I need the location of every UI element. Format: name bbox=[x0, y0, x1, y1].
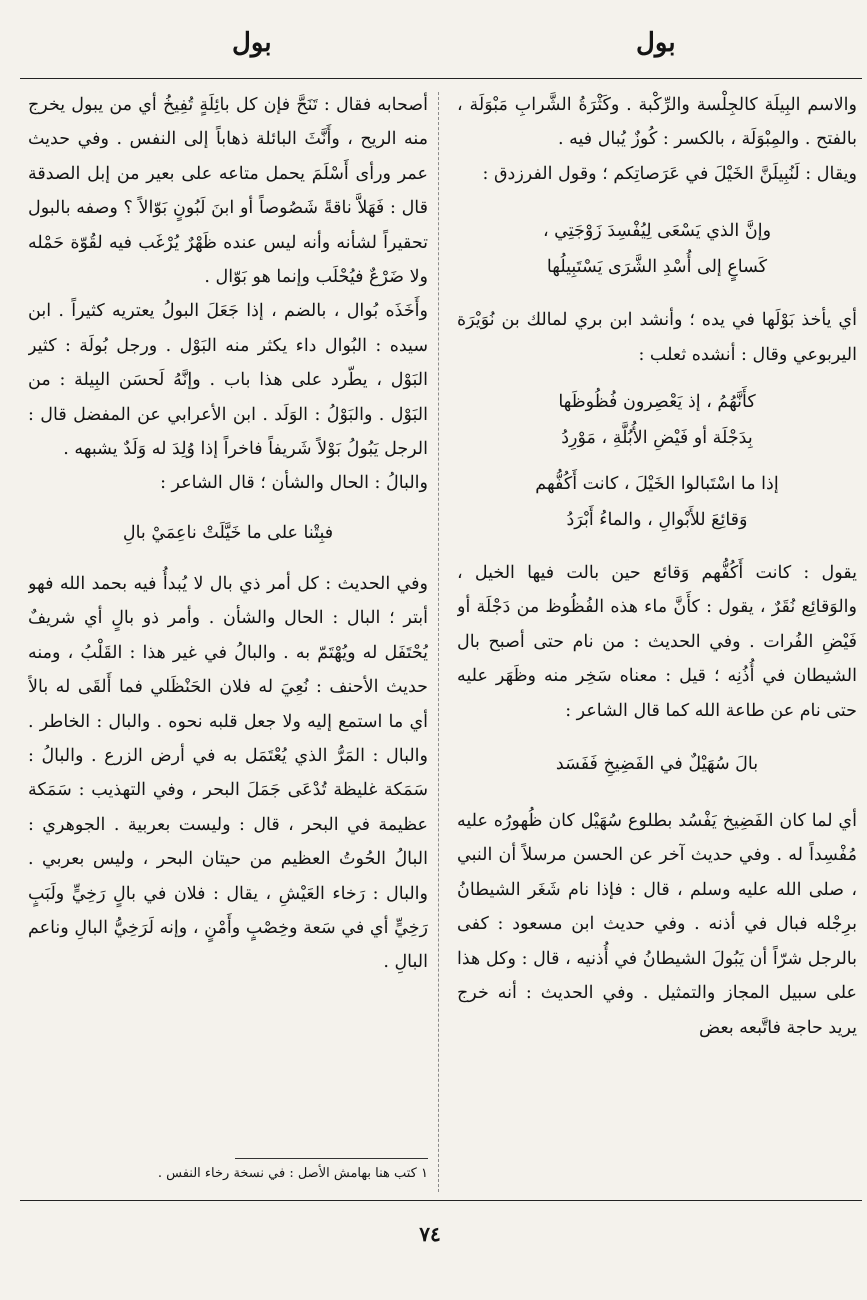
paragraph: أي يأخذ بَوْلَها في يده ؛ وأنشد ابن بري لمالك بن نُوَيْرَة اليربوعي وقال : أنشده ثعلب : bbox=[457, 310, 857, 365]
left-column bbox=[28, 88, 428, 1148]
verse-line: فبِتْنا على ما خَيَّلَتْ ناعِمَيْ بالِ bbox=[122, 522, 334, 543]
paragraph: أي لما كان الفَضِيخ يَفْسُد بطلوع سُهَيْل كان ظُهورُه عليه مُفْسِداً له . وفي حديث آخر عن الحسن مرسلاً أن النبي ، صلى الله عليه وسلم ، قال : فإذا نام شَغَر الشيطانُ برِجْله فبال في أذنه . وفي حديث ابن مسعود : كفى بالرجل شرّاً أن يَبُولَ الشيطانُ في أُذنيه ، قال : وكل هذا على سبيل المجاز والتمثيل . وفي الحديث : أنه خرج يريد حاجة فاتَّبعه بعض bbox=[457, 811, 857, 1038]
verse-line: كأَنَّهُمُ ، إذ يَعْصِرون فُظُوظَها bbox=[558, 392, 756, 413]
verse-line: بِدَجْلَة أو فَيْضِ الأُبُلَّةِ ، مَوْرِدُ bbox=[561, 428, 753, 449]
page-number: ٧٤ bbox=[419, 1222, 441, 1246]
paragraph: وفي الحديث : كل أمر ذي بال لا يُبدأُ فيه بحمد الله فهو أبتر ؛ البال : الحال والشأن . وأمر ذو بالٍ أي شريفٌ يُحْتَفَل له ويُهْتَمّ به . والبالُ في غير هذا : القَلْبُ ، ومنه حديث الأحنف : نُعِيَ له فلان الحَنْظَلي فما أَلقَى له بالاً أي ما استمع إليه ولا جعل قلبه نحوه . والبال : الخاطر . والبال : المَرُّ الذي يُعْتَمَل به في أرض الزرع . والبالُ : سَمَكة غليظة تُدْعَى جَمَلَ البحر ، وفي التهذيب : سَمَكة عظيمة في البحر ، قال : وليست بعربية . الجوهري : البالُ الحُوتُ العظيم من حيتان البحر ، وليس بعربي . والبال : رَخاء العَيْشِ ، يقال : فلان في بالٍ رَخِيٍّ ولَبَبٍ رَخِيٍّ أي في سَعة وخِصْبٍ وأَمْنٍ ، وإنه لَرَخِيُّ البالِ وناعم البالِ . bbox=[28, 573, 428, 973]
verse-line: وَقائِعَ للأَبْوالِ ، والماءُ أَبْرَدُ bbox=[566, 510, 748, 531]
paragraph: وأَخَذَه بُوال ، بالضم ، إذا جَعَلَ البولُ يعتريه كثيراً . ابن سيده : البُوال داء يكثر منه البَوْل . ورجل بُولَة : كثير البَوْل ، يطّرد على هذا باب . وإنَّهُ لَحسَن البِيلة : من البَوْل . والبَوْلُ : الوَلَد . ابن الأعرابي عن المفضل قال : الرجل يَبُولُ بَوْلاً شَريفاً فاخراً إذا وُلِدَ له وَلَدٌ يشبهه . bbox=[28, 301, 428, 460]
verse bbox=[457, 213, 857, 285]
running-header-left: بول bbox=[232, 28, 272, 58]
verse bbox=[457, 746, 857, 782]
paragraph: والبالُ : الحال والشأن ؛ قال الشاعر : bbox=[160, 473, 428, 494]
verse bbox=[28, 515, 428, 551]
paragraph: والاسم البِيلَة كالجِلْسة والرِّكْبة . وكَثْرَةُ الشَّرابِ مَبْوَلَة ، بالفتح . والمِبْوَلَة ، بالكسر : كُوزٌ يُبال فيه . bbox=[457, 95, 857, 150]
verse-line: إذا ما اسْتَبالوا الخَيْلَ ، كانت أَكُفُّهم bbox=[535, 474, 779, 495]
footer-rule bbox=[20, 1200, 862, 1201]
paragraph: ويقال : لَنُبِيلَنَّ الخَيْلَ في عَرَصاتِكم ؛ وقول الفرزدق : bbox=[482, 163, 857, 184]
header-rule bbox=[20, 78, 862, 79]
right-column bbox=[457, 88, 857, 1198]
verse-line: كَساعٍ إلى أُسْدِ الشَّرَى يَسْتَبِيلُها bbox=[546, 257, 768, 278]
paragraph: أصحابه فقال : تَنَحَّ فإن كل بائِلَةٍ تُفِيخُ أي من يبول يخرج منه الريح ، وأَنَّثَ البائلة ذهاباً إلى النفس . وفي حديث عمر ورأى أَسْلَمَ يحمل متاعه على بعير من إبل الصدقة قال : فَهَلاَّ ناقةً شَصُوصاً أو ابنَ لَبُونٍ بَوّالاً ؟ وصفه بالبول تحقيراً لشأنه وأنه ليس عنده ظَهْرٌ يُرْغَب فيه لقُوّة حَمْله ولا ضَرْعٌ فيُحْلَب وإنما هو بَوّال . bbox=[28, 95, 428, 288]
footnote: ١ كتب هنا بهامش الأصل : في نسخة رخاء النفس . bbox=[157, 1166, 428, 1181]
footnote-rule bbox=[235, 1158, 428, 1159]
verse bbox=[457, 384, 857, 538]
paragraph: يقول : كانت أَكُفُّهم وَقائع حين بالت فيها الخيل ، والوَقائِع نُقَرٌ ، يقول : كأَنَّ ماء هذه الفُظُوظ من دَجْلَة أو فَيْضِ الفُرات . وفي الحديث : من نام حتى أصبح بال الشيطان في أُذُنِه ؛ قيل : معناه سَخِر منه وظَهَر عليه حتى نام عن طاعة الله كما قال الشاعر : bbox=[457, 563, 857, 721]
verse-line: وإنَّ الذي يَسْعَى لِيُفْسِدَ زَوْجَتِي ، bbox=[542, 221, 772, 242]
column-divider bbox=[438, 92, 439, 1192]
verse-line: بالَ سُهَيْلٌ في الفَضِيخِ فَفَسَد bbox=[555, 754, 759, 775]
running-header-right: بول bbox=[636, 28, 676, 58]
